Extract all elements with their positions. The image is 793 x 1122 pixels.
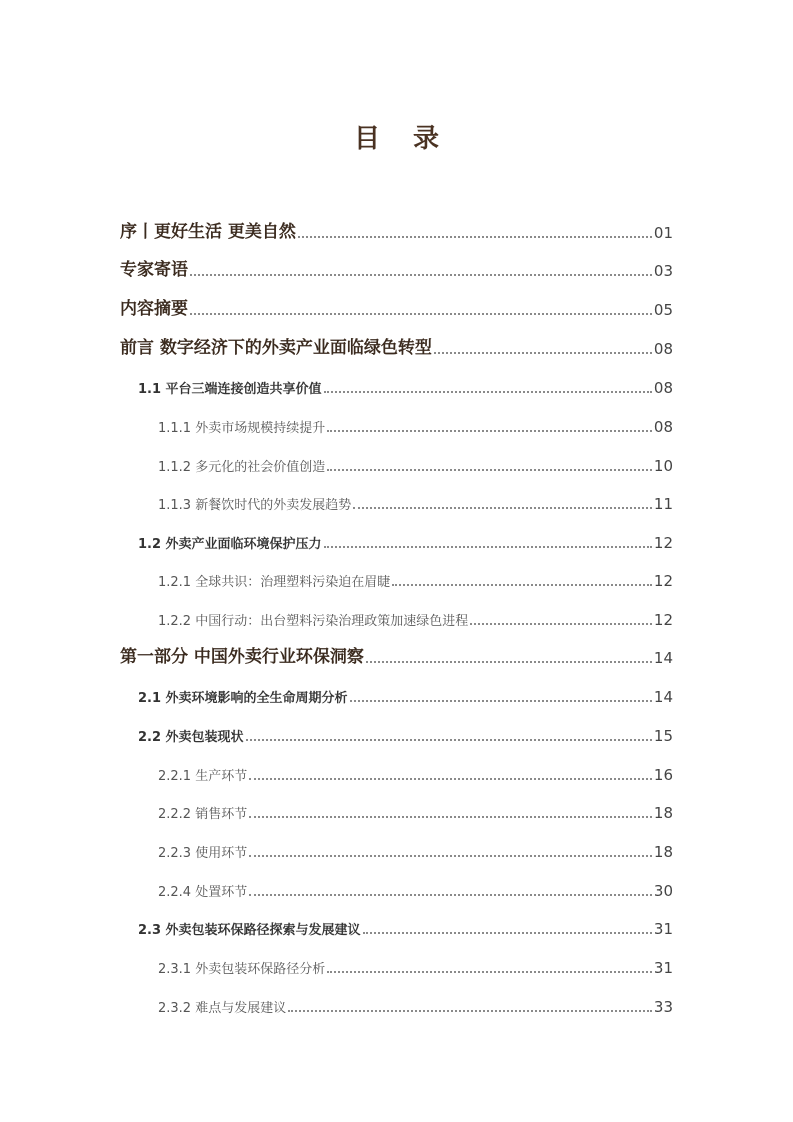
toc-entry-page: 18 [653, 804, 673, 822]
toc-entry[interactable] [120, 334, 673, 358]
toc-leader-dots [470, 623, 652, 625]
toc-entry-label: 序丨更好生活 更美自然 [120, 222, 296, 242]
toc-entry-page: 15 [653, 727, 673, 745]
toc-entry-label: 2.2.3 使用环节 [158, 846, 248, 861]
toc-entry-page: 08 [653, 379, 673, 397]
toc-entry[interactable] [158, 760, 673, 784]
toc-entry-label: 2.2.2 销售环节 [158, 807, 248, 822]
toc-entry[interactable] [138, 682, 673, 706]
toc-entry[interactable] [158, 605, 673, 629]
toc-entry[interactable] [138, 528, 673, 552]
toc-entry-page: 16 [653, 766, 673, 784]
toc-entry[interactable] [158, 489, 673, 513]
toc-entry-label: 2.3.2 难点与发展建议 [158, 1001, 287, 1016]
toc-leader-dots [327, 971, 652, 973]
toc-entry-page: 10 [653, 457, 673, 475]
toc-entry-page: 08 [653, 340, 673, 358]
toc-entry[interactable] [120, 218, 673, 242]
toc-leader-dots [350, 700, 652, 702]
toc-entry[interactable] [158, 412, 673, 436]
toc-entry-page: 12 [653, 572, 673, 590]
toc-entry-label: 2.2 外卖包装现状 [138, 730, 244, 745]
toc-entry-page: 18 [653, 843, 673, 861]
toc-leader-dots [298, 236, 652, 238]
toc-entry[interactable] [138, 721, 673, 745]
toc-leader-dots [353, 507, 652, 509]
toc-entry-page: 12 [653, 611, 673, 629]
toc-leader-dots [434, 352, 652, 354]
toc-entry-label: 1.1.2 多元化的社会价值创造 [158, 460, 326, 475]
toc-leader-dots [363, 932, 652, 934]
toc-entry-page: 11 [653, 495, 673, 513]
toc-entry[interactable] [158, 992, 673, 1016]
toc-entry-label: 2.1 外卖环境影响的全生命周期分析 [138, 691, 348, 706]
toc-entry-page: 14 [653, 688, 673, 706]
toc-entry-label: 前言 数字经济下的外卖产业面临绿色转型 [120, 338, 432, 358]
toc-leader-dots [366, 661, 652, 663]
toc-entry-page: 33 [653, 998, 673, 1016]
toc-leader-dots [249, 855, 652, 857]
toc-leader-dots [249, 894, 652, 896]
toc-entry-label: 2.2.4 处置环节 [158, 885, 248, 900]
toc-entry[interactable] [158, 798, 673, 822]
toc-leader-dots [190, 313, 652, 315]
toc-entry-label: 1.2.1 全球共识：治理塑料污染迫在眉睫 [158, 575, 391, 590]
toc-entry[interactable] [158, 451, 673, 475]
toc-entry[interactable] [158, 953, 673, 977]
toc-leader-dots [246, 739, 652, 741]
toc-entry-label: 2.3.1 外卖包装环保路径分析 [158, 962, 326, 977]
toc-entry[interactable] [158, 566, 673, 590]
page-title: 目 录 [353, 124, 452, 154]
toc-entry-label: 2.3 外卖包装环保路径探索与发展建议 [138, 923, 361, 938]
toc-leader-dots [249, 816, 652, 818]
toc-leader-dots [249, 778, 652, 780]
toc-leader-dots [324, 391, 652, 393]
toc-entry-label: 内容摘要 [120, 299, 188, 319]
toc-entry-page: 31 [653, 920, 673, 938]
toc-entry[interactable] [158, 876, 673, 900]
toc-leader-dots [392, 584, 652, 586]
toc-entry[interactable] [120, 295, 673, 319]
toc-entry-page: 01 [653, 224, 673, 242]
toc-entry-label: 2.2.1 生产环节 [158, 769, 248, 784]
toc-leader-dots [327, 430, 652, 432]
toc-leader-dots [190, 274, 652, 276]
toc-entry-label: 1.2 外卖产业面临环境保护压力 [138, 537, 322, 552]
toc-entry-label: 第一部分 中国外卖行业环保洞察 [120, 647, 364, 667]
toc-entry-label: 1.1 平台三端连接创造共享价值 [138, 382, 322, 397]
toc-leader-dots [327, 469, 652, 471]
toc-entry-label: 专家寄语 [120, 260, 188, 280]
toc-entry[interactable] [138, 914, 673, 938]
toc-entry-page: 03 [653, 262, 673, 280]
toc-entry[interactable] [158, 837, 673, 861]
toc-entry[interactable] [120, 256, 673, 280]
toc-entry-page: 14 [653, 649, 673, 667]
toc-entry[interactable] [138, 373, 673, 397]
toc-entry-label: 1.1.1 外卖市场规模持续提升 [158, 421, 326, 436]
toc-entry-page: 08 [653, 418, 673, 436]
toc-leader-dots [288, 1010, 652, 1012]
toc-entry-page: 30 [653, 882, 673, 900]
toc-entry-page: 31 [653, 959, 673, 977]
toc-entry-page: 05 [653, 301, 673, 319]
toc-entry[interactable] [120, 643, 673, 667]
toc-entry-page: 12 [653, 534, 673, 552]
toc-leader-dots [324, 546, 652, 548]
toc-entry-label: 1.2.2 中国行动：出台塑料污染治理政策加速绿色进程 [158, 614, 469, 629]
toc-entry-label: 1.1.3 新餐饮时代的外卖发展趋势 [158, 498, 352, 513]
